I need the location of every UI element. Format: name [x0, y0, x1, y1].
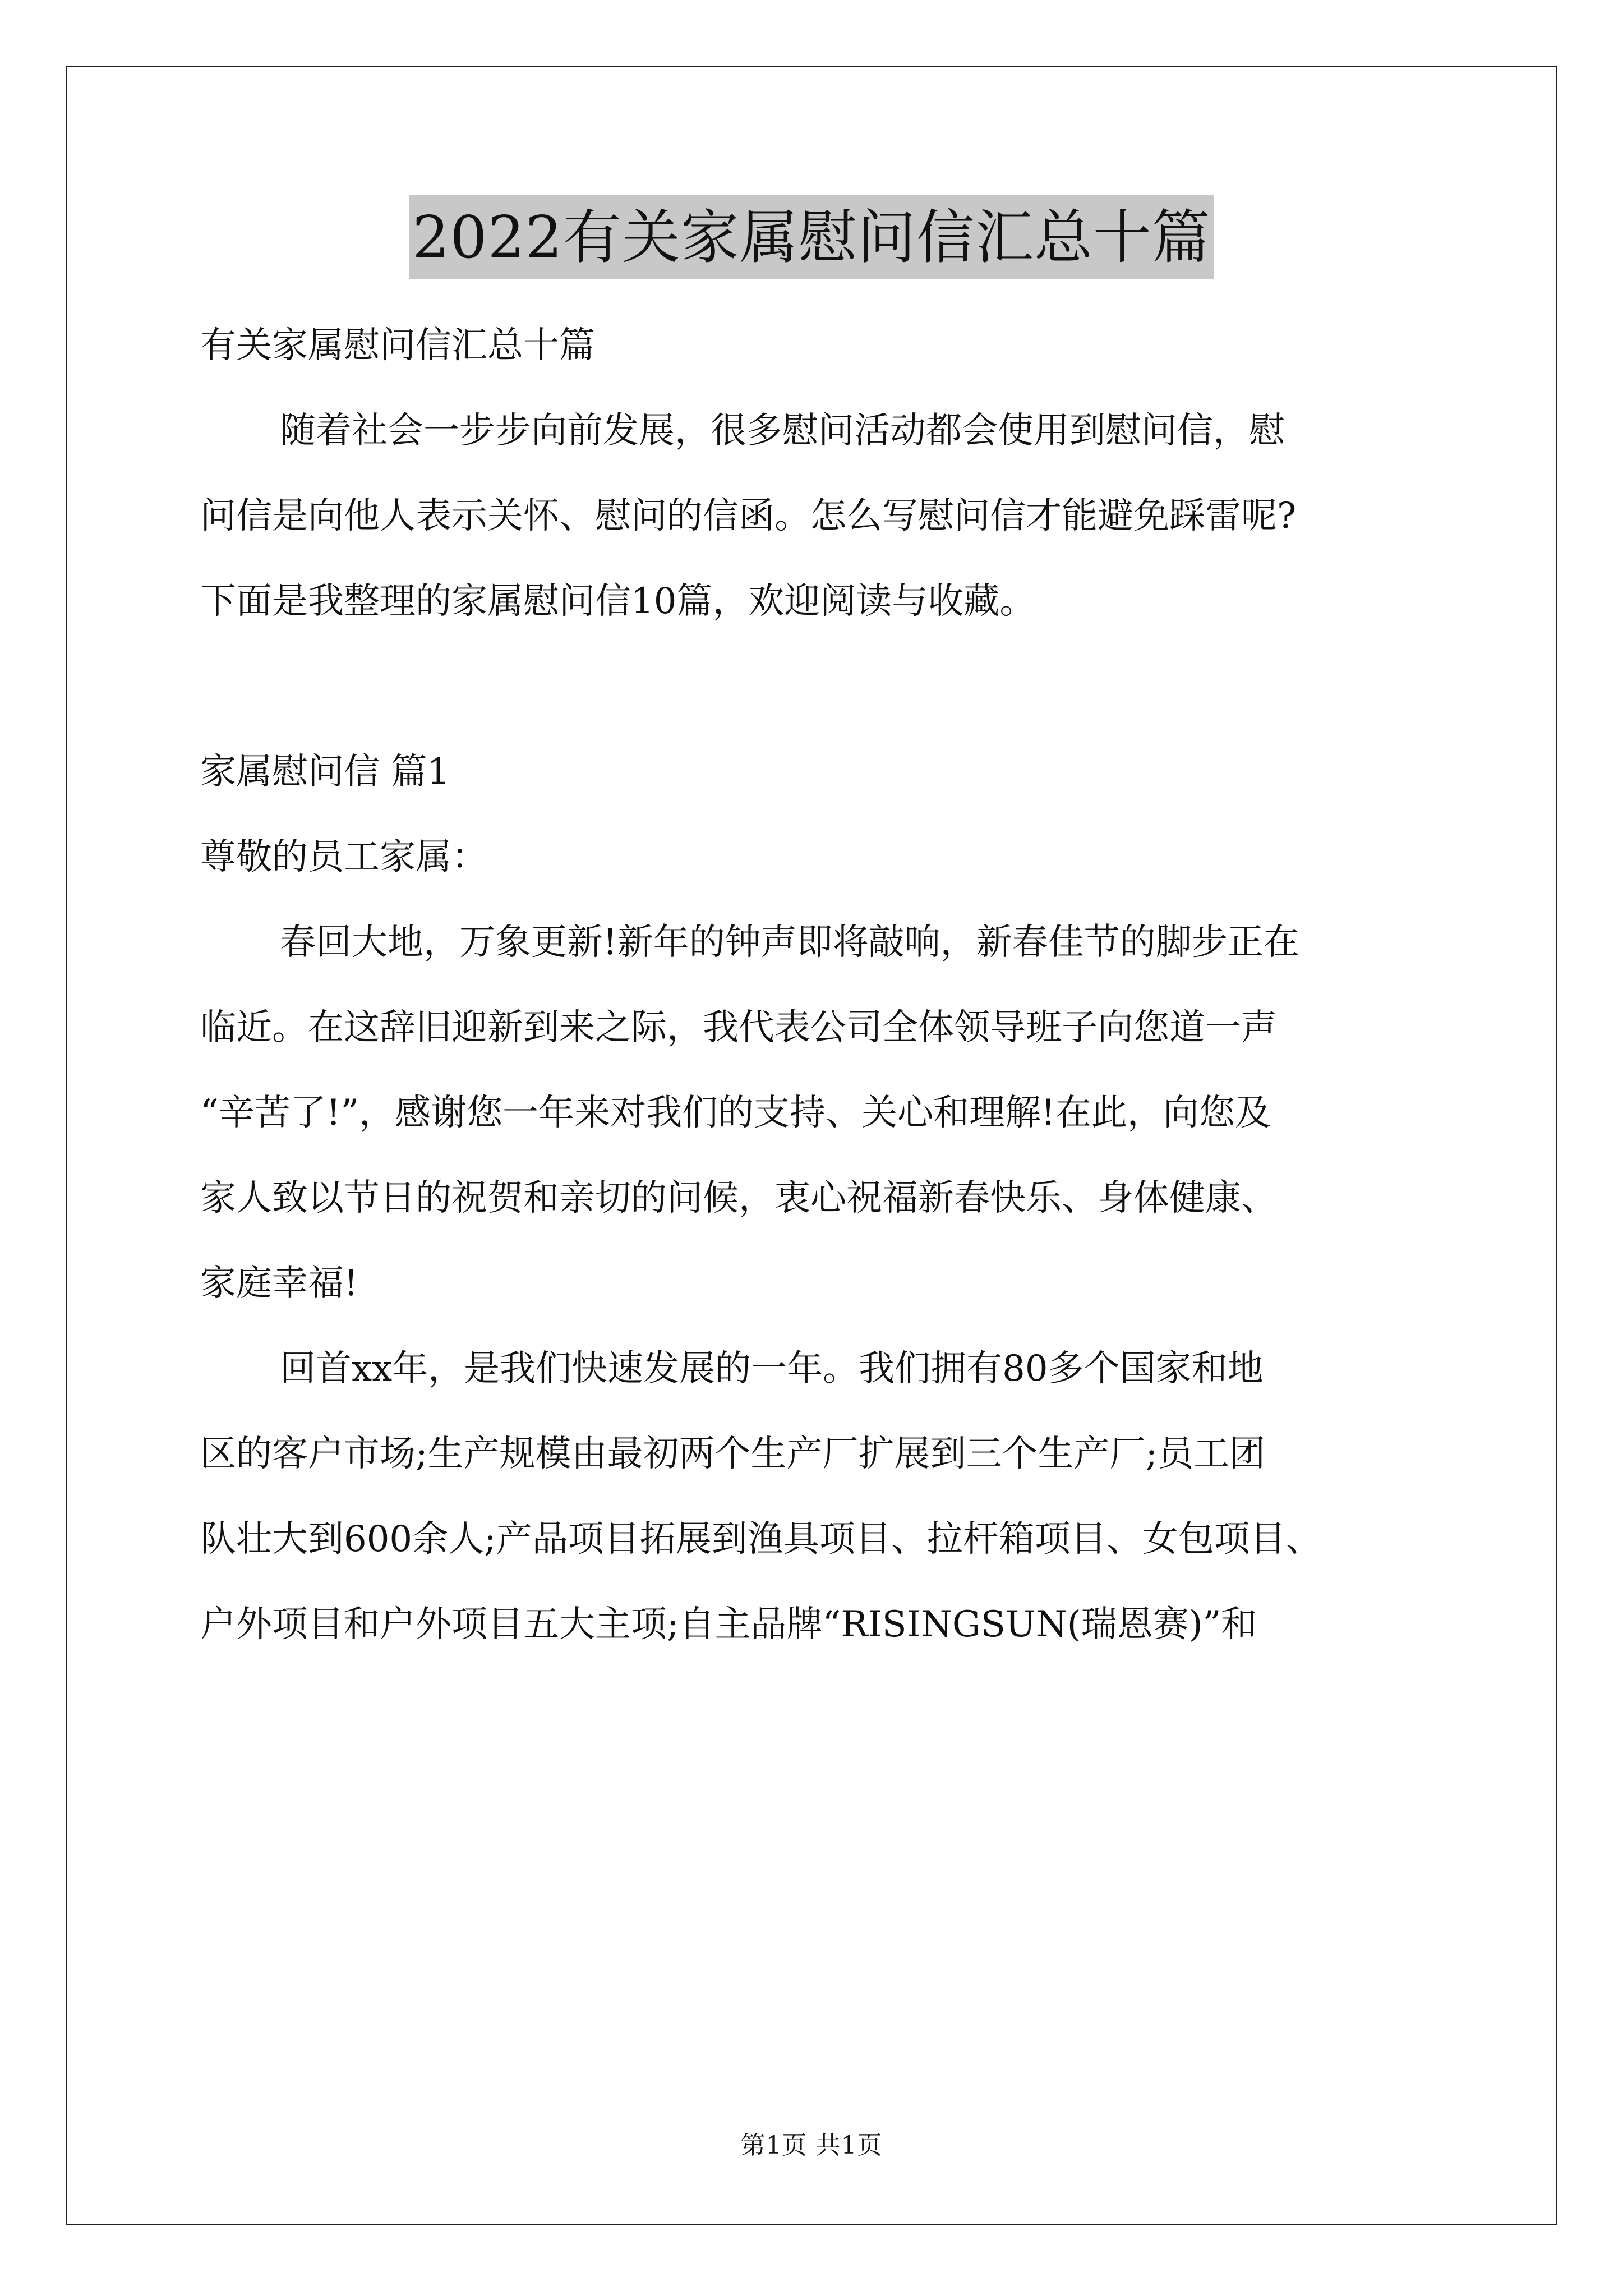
- paragraph-line: 家庭幸福!: [200, 1263, 358, 1304]
- title-container: [0, 195, 1623, 279]
- paragraph-line: “辛苦了!”，感谢您一年来对我们的支持、关心和理解!在此，向您及: [200, 1092, 1271, 1134]
- paragraph-line: 回首xx年，是我们快速发展的一年。我们拥有80多个国家和地: [280, 1348, 1264, 1389]
- paragraph-line: 户外项目和户外项目五大主项;自主品牌“RISINGSUN(瑞恩赛)”和: [200, 1604, 1257, 1645]
- paragraph-line: 队壮大到600余人;产品项目拓展到渔具项目、拉杆箱项目、女包项目、: [200, 1519, 1322, 1560]
- paragraph-line: 春回大地，万象更新!新年的钟声即将敲响，新春佳节的脚步正在: [280, 922, 1299, 963]
- paragraph-line: 临近。在这辞旧迎新到来之际，我代表公司全体领导班子向您道一声: [200, 1007, 1277, 1048]
- section-heading: 家属慰问信 篇1: [200, 751, 450, 793]
- intro-line: 下面是我整理的家属慰问信10篇，欢迎阅读与收藏。: [200, 581, 1036, 622]
- page-indicator: 第1页 共1页: [740, 2131, 883, 2160]
- page-footer: [0, 2129, 1623, 2162]
- intro-line: 随着社会一步步向前发展，很多慰问活动都会使用到慰问信，慰: [280, 410, 1285, 452]
- salutation: 尊敬的员工家属：: [200, 836, 487, 878]
- document-subtitle: 有关家属慰问信汇总十篇: [200, 325, 595, 366]
- intro-line: 问信是向他人表示关怀、慰问的信函。怎么写慰问信才能避免踩雷呢?: [200, 495, 1297, 537]
- paragraph-line: 区的客户市场;生产规模由最初两个生产厂扩展到三个生产厂;员工团: [200, 1433, 1266, 1475]
- document-title: 2022有关家属慰问信汇总十篇: [409, 195, 1214, 279]
- blank-line: [200, 644, 1434, 729]
- document-body: [200, 303, 1434, 1667]
- paragraph-line: 家人致以节日的祝贺和亲切的问候，衷心祝福新春快乐、身体健康、: [200, 1177, 1277, 1219]
